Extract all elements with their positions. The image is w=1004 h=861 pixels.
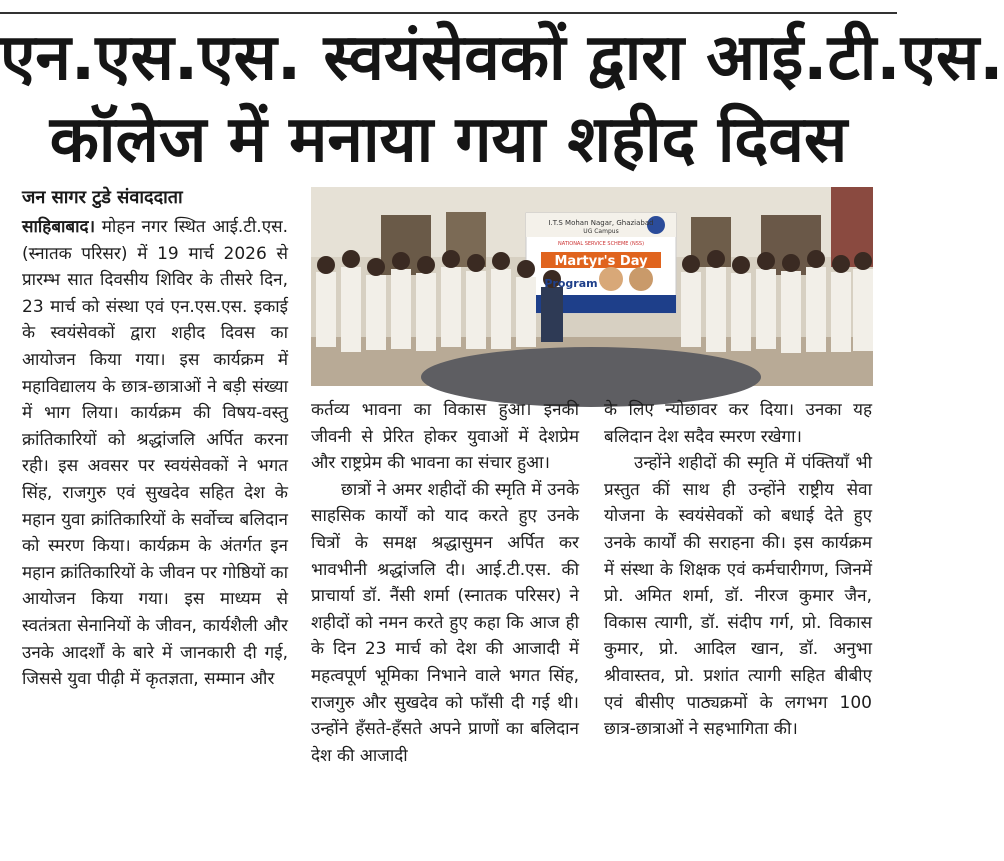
- previous-article-strip: [0, 0, 897, 14]
- headline-line-2: कॉलेज में मनाया गया शहीद दिवस: [49, 103, 848, 177]
- event-photo: [311, 187, 873, 386]
- article-column-1: [22, 214, 288, 693]
- banner-line-3: NATIONAL SERVICE SCHEME (NSS): [557, 241, 645, 247]
- column-3-paragraph-1: के लिए न्योछावर कर दिया। उनका यह बलिदान देश सदैव स्मरण रखेगा।: [604, 400, 872, 447]
- headline-line-1: एन.एस.एस. स्वयंसेवकों द्वारा आई.टी.एस.: [0, 21, 1004, 95]
- column-2-paragraph-2: छात्रों ने अमर शहीदों की स्मृति में उनके साहसिक कार्यों को याद करते हुए उनके चित्रों के समक्ष श्रद्धासुमन अर्पित कर भावभीनी श्रद्धांजलि दी। आई.टी.एस. की प्राचार्या डॉ. नैंसी शर्मा (स्नातक परिसर) ने शहीदों को नमन करते हुए कहा कि आज ही के दिन 23 मार्च को देश की आजादी में महत्वपूर्ण भूमिका निभाने वाले भगत सिंह, राजगुरु और सुखदेव को फाँसी दी गई थी। उन्होंने हँसते-हँसते अपने प्राणों का बलिदान देश की आजादी: [311, 479, 579, 766]
- banner-line-1: I.T.S Mohan Nagar, Ghaziabad: [548, 219, 654, 227]
- dateline: साहिबाबाद।: [22, 217, 96, 237]
- article-column-2: [311, 397, 579, 769]
- column-1-text: मोहन नगर स्थित आई.टी.एस. (स्नातक परिसर) में 19 मार्च 2026 से प्रारम्भ सात दिवसीय शिविर के तीसरे दिन, 23 मार्च को संस्था एवं एन.एस.एस. इकाई के स्वयंसेवकों द्वारा शहीद दिवस का आयोजन किया गया। इस कार्यक्रम में महाविद्यालय के छात्र-छात्राओं ने बड़ी संख्या में भाग लिया। कार्यक्रम की विषय-वस्तु क्रांतिकारियों को श्रद्धांजलि अर्पित करना रही। इस अवसर पर स्वयंसेवकों ने भगत सिंह, राजगुरु एवं सुखदेव सहित देश के महान युवा क्रांतिकारियों के सर्वोच्च बलिदान को स्मरण किया। कार्यक्रम के अंतर्गत इन महान क्रांतिकारियों के जीवन पर गोष्ठियों का आयोजन किया गया। इस माध्यम से स्वतंत्रता सेनानियों के जीवन, कार्यशैली और उनके आदर्शों के बारे में जानकारी दी गई, जिससे युवा पीढ़ी में कृतज्ञता, सम्मान और: [22, 217, 288, 690]
- banner-title: Martyr's Day: [554, 254, 648, 269]
- byline: जन सागर टुडे संवाददाता: [22, 187, 183, 208]
- column-3-paragraph-2: उन्होंने शहीदों की स्मृति में पंक्तियाँ भी प्रस्तुत कीं साथ ही उन्होंने राष्ट्रीय सेवा योजना के स्वयंसेवकों को बधाई देते हुए उनके कार्यों की सराहना की। इस कार्यक्रम में संस्था के शिक्षक एवं कर्मचारीगण, जिनमें प्रो. अमित शर्मा, डॉ. नीरज कुमार जैन, विकास त्यागी, डॉ. संदीप गर्ग, प्रो. विकास कुमार, प्रो. आदिल खान, डॉ. अनुभा श्रीवास्तव, प्रो. प्रशांत त्यागी सहित बीबीए एवं बीसीए पाठ्यक्रमों के लगभग 100 छात्र-छात्राओं ने सहभागिता की।: [604, 453, 872, 740]
- group-photo-illustration: [311, 187, 873, 386]
- column-2-paragraph-1: कर्तव्य भावना का विकास हुआ। इनकी जीवनी से प्रेरित होकर युवाओं में देशप्रेम और राष्ट्रप्रेम की भावना का संचार हुआ।: [311, 400, 579, 474]
- article-column-3: [604, 397, 872, 743]
- banner-line-2: UG Campus: [583, 228, 619, 235]
- banner-subtitle: Program: [544, 277, 598, 290]
